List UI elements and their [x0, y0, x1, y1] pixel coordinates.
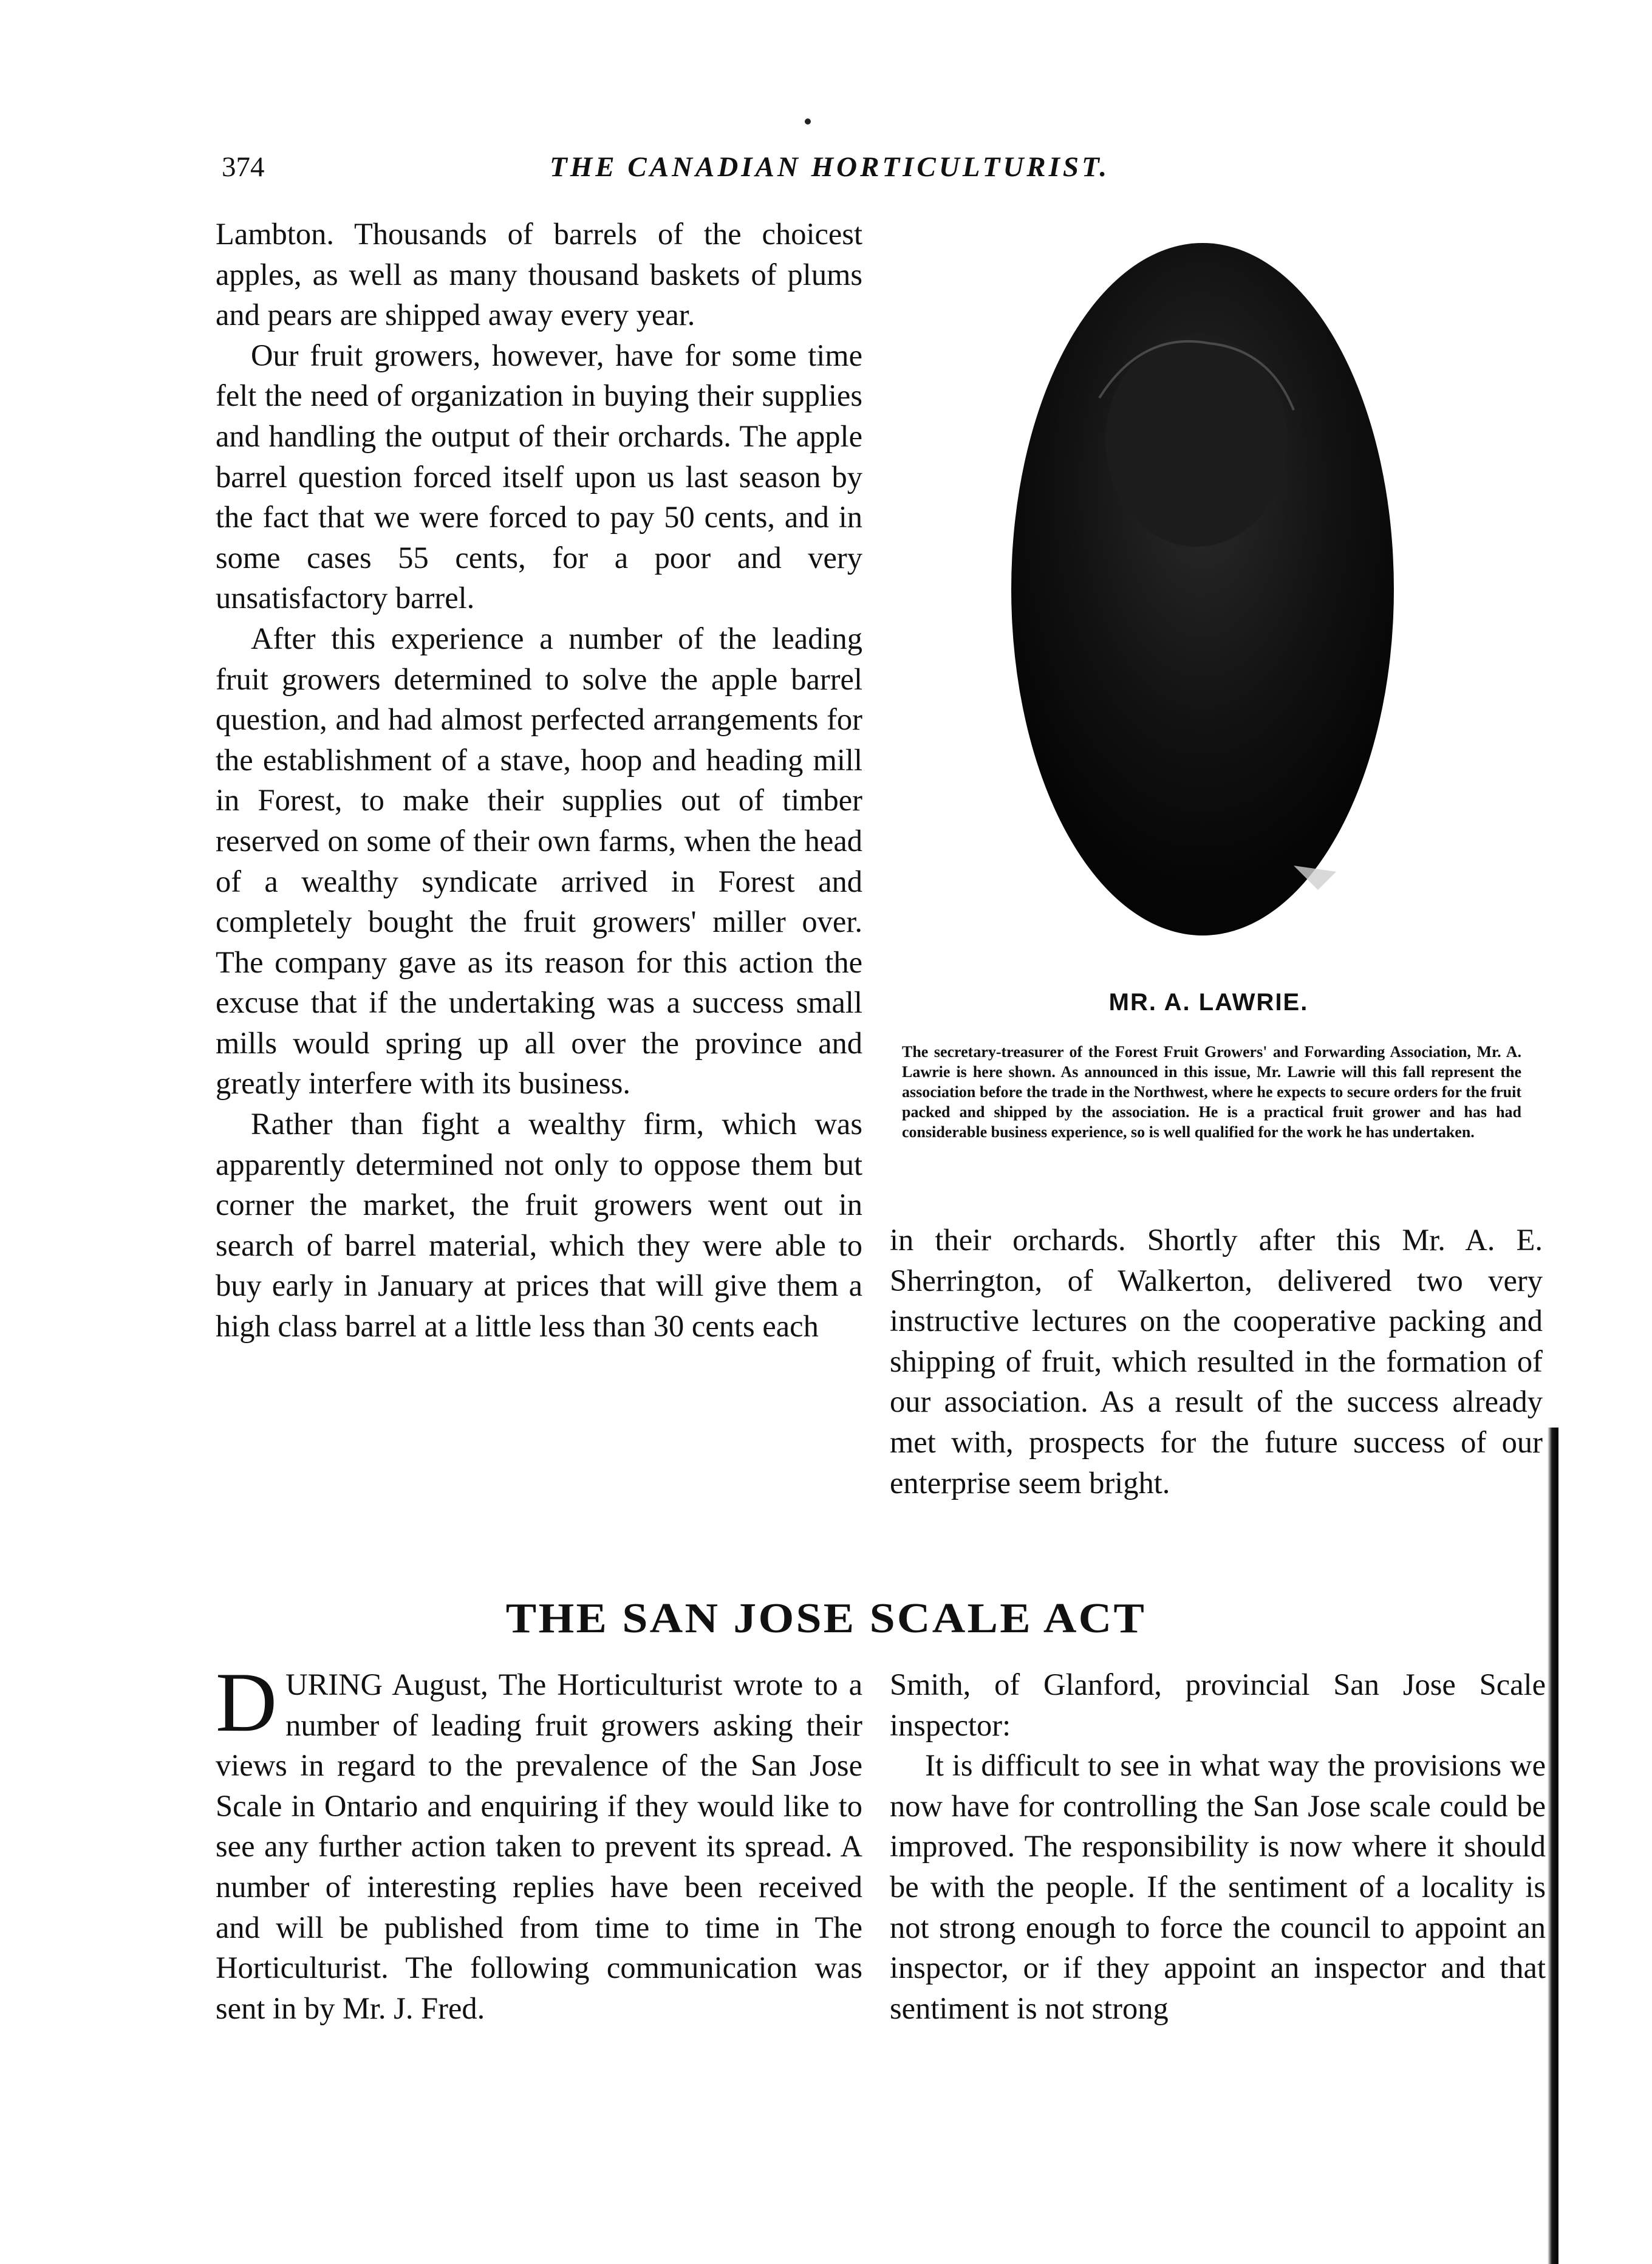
portrait-photo — [1008, 240, 1397, 939]
portrait-caption-text: The secretary-treasurer of the Forest Fruit Growers' and Forwarding Association, Mr. A. Lawrie is here shown. As announced in this issue, Mr. Lawrie will this fall represent the association before the trade in the Northwest, where he expects to secure orders for the fruit packed and shipped by the association. He is a practical fruit grower and has had considerable business experience, so is well qualified for the work he has undertaken. — [902, 1043, 1521, 1141]
paragraph: Rather than fight a wealthy firm, which was apparently determined not only to oppose them but corner the market, the fruit growers went out in search of barrel material, which they were able to buy early in January at prices that will give them a high class barrel at a little less than 30 cents each — [216, 1107, 862, 1344]
page-number: 374 — [222, 151, 265, 183]
paragraph: It is difficult to see in what way the provisions we now have for controlling the San Jose scale could be improved. The responsibility is now where it should be with the people. If the sentiment of a locality is not strong enough to force the council to appoint an inspector, or if they appoint an inspector and that sentiment is not strong — [890, 1748, 1546, 2025]
article-left-column — [216, 1655, 862, 2028]
drop-cap: D — [216, 1655, 278, 1749]
paragraph: Lambton. Thousands of barrels of the choicest apples, as well as many thousand baskets of plums and pears are shipped away every year. — [216, 217, 862, 332]
paragraph-text: URING August, The Horticulturist wrote to a number of leading fruit growers asking their views in regard to the prevalence of the San Jose Scale in Ontario and enquiring if they would like to see any further action taken to prevent its spread. A number of interesting replies have been received and will be published from time to time in The Horticulturist. The following communication was sent in by Mr. J. Fred. — [216, 1667, 862, 2025]
right-column — [890, 1220, 1543, 1503]
print-speck — [805, 118, 811, 125]
article-right-column — [890, 1664, 1546, 2028]
paragraph: in their orchards. Shortly after this Mr. A. E. Sherrington, of Walkerton, delivered two very instructive lectures on the cooperative packing and shipping of fruit, which resulted in the formation of our association. As a result of the success already met with, prospects for the future success of our enterprise seem bright. — [890, 1223, 1543, 1500]
portrait-caption-name: MR. A. LAWRIE. — [1108, 989, 1309, 1016]
running-title: THE CANADIAN HORTICULTURIST. — [550, 151, 1110, 183]
paragraph: Our fruit growers, however, have for some time felt the need of organization in buying their supplies and handling the output of their orchards. The apple barrel question forced itself upon us last season by the fact that we were forced to pay 50 cents, and in some cases 55 cents, for a poor and very unsatisfactory barrel. — [216, 338, 862, 615]
paragraph: After this experience a number of the leading fruit growers determined to solve the apple barrel question, and had almost perfected arrangements for the establishment of a stave, hoop and heading mill in Forest, to make their supplies out of timber reserved on some of their own farms, when the head of a wealthy syndicate arrived in Forest and completely bought the fruit growers' miller over. The company gave as its reason for this action the excuse that if the undertaking was a success small mills would spring up all over the province and greatly interfere with its business. — [216, 621, 862, 1101]
paragraph: Smith, of Glanford, provincial San Jose Scale inspector: — [890, 1667, 1546, 1742]
page-edge-shadow — [1548, 1428, 1558, 2264]
left-column — [216, 214, 862, 1347]
paragraph — [216, 1655, 862, 2028]
page-header — [222, 151, 1357, 193]
article-title: THE SAN JOSE SCALE ACT — [505, 1595, 1147, 1642]
portrait-oval — [1008, 240, 1397, 939]
